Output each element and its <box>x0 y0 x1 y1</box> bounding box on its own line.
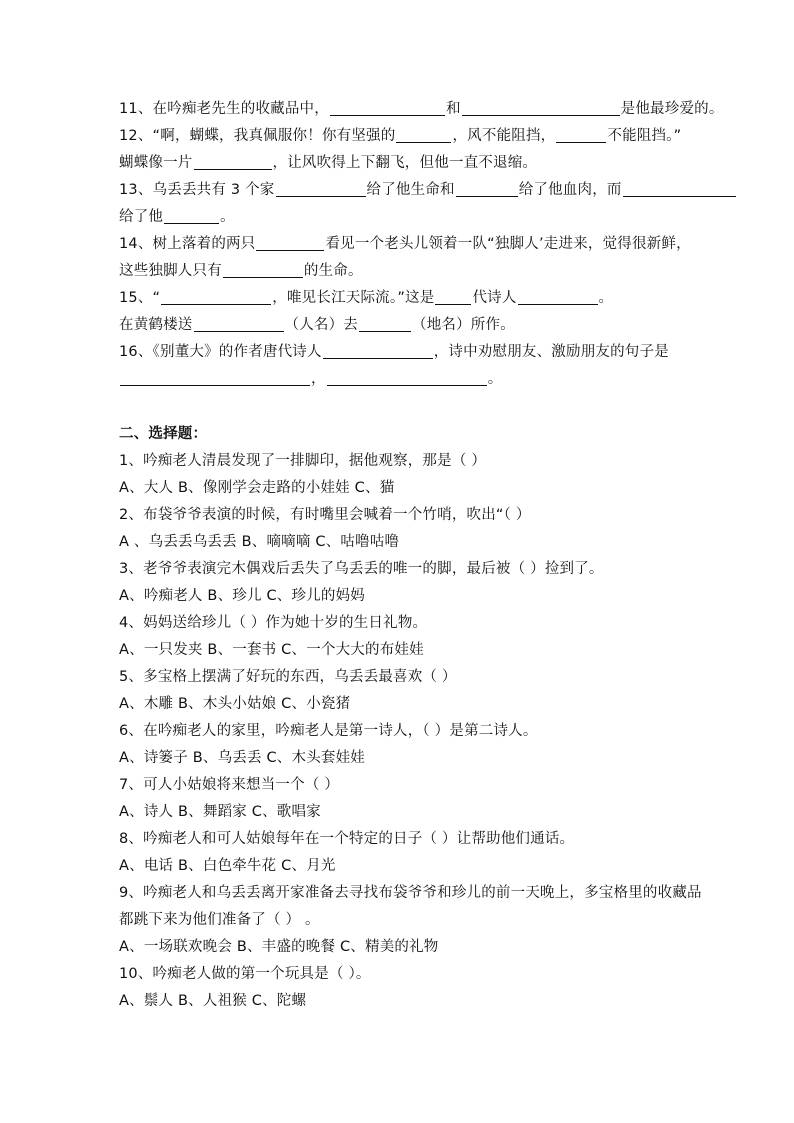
q14-text-b: 看见一个老头儿领着一队“独脚人’走进来，觉得很新鲜， <box>325 236 691 252</box>
choice-line: 5、多宝格上摆满了好玩的东西，乌丢丢最喜欢（ ） <box>119 669 457 685</box>
question-12 <box>119 124 784 148</box>
q15-blank-3[interactable] <box>518 288 598 305</box>
choice-line: A、一只发夹 B、一套书 C、一个大大的布娃娃 <box>119 642 424 658</box>
q15-2-text-a: 在黄鹤楼送 <box>119 317 193 333</box>
q13-blank-4[interactable] <box>164 207 219 224</box>
question-12-line-2 <box>119 151 784 175</box>
q15-text-d: 。 <box>598 290 614 306</box>
choice-line: 6、在吟痴老人的家里，吟痴老人是第一诗人，（ ）是第二诗人。 <box>119 723 538 739</box>
choice-line: A、吟痴老人 B、珍儿 C、珍儿的妈妈 <box>119 588 366 604</box>
q15-blank-2[interactable] <box>435 288 471 305</box>
question-14 <box>119 232 784 256</box>
choice-line: 7、可人小姑娘将来想当一个（ ） <box>119 777 340 793</box>
q14-2-text-b: 的生命。 <box>303 263 363 279</box>
q12-text-c: 不能阻挡。” <box>607 128 682 144</box>
q16-2-text-a: ， <box>311 371 326 387</box>
q16-2-text-b: 。 <box>487 371 503 387</box>
q11-blank-1[interactable] <box>330 99 445 116</box>
q11-text-b: 和 <box>445 101 461 117</box>
q13-blank-1[interactable] <box>276 180 366 197</box>
q15-blank-5[interactable] <box>359 315 411 332</box>
q13-2-text-a: 给了他 <box>119 209 164 225</box>
q16-blank-2[interactable] <box>120 369 310 386</box>
q13-text-a: 13、乌丢丢共有 3 个家 <box>119 182 275 198</box>
choice-line: 4、妈妈送给珍儿（ ）作为她十岁的生日礼物。 <box>119 615 428 631</box>
q15-blank-4[interactable] <box>194 315 284 332</box>
q15-text-b: ，唯见长江天际流。”这是 <box>272 290 435 306</box>
q12-2-text-b: ，让风吹得上下翻飞，但他一直不退缩。 <box>272 155 538 171</box>
q13-blank-2[interactable] <box>456 180 518 197</box>
choice-line: 都跳下来为他们准备了（ ） 。 <box>119 912 320 928</box>
choice-line: 8、吟痴老人和可人姑娘每年在一个特定的日子（ ）让帮助他们通话。 <box>119 831 575 847</box>
q16-blank-1[interactable] <box>323 342 433 359</box>
choice-line: A、木雕 B、木头小姑娘 C、小瓷猪 <box>119 696 351 712</box>
q11-text-c: 是他最珍爱的。 <box>620 101 724 117</box>
question-16 <box>119 340 784 364</box>
q12-text-a: 12、“啊，蝴蝶，我真佩服你！你有坚强的 <box>119 128 396 144</box>
q15-blank-1[interactable] <box>161 288 271 305</box>
q15-2-text-b: （人名）去 <box>284 317 358 333</box>
q14-text-a: 14、树上落着的两只 <box>119 236 256 252</box>
q11-text-a: 11、在吟痴老先生的收藏品中， <box>119 101 329 117</box>
choice-line: 3、老爷爷表演完木偶戏后丢失了乌丢丢的唯一的脚，最后被（ ）捡到了。 <box>119 561 604 577</box>
q16-text-a: 16、《别董大》的作者唐代诗人 <box>119 344 322 360</box>
q12-blank-3[interactable] <box>194 153 272 170</box>
choice-line: A、诗篓子 B、乌丢丢 C、木头套娃娃 <box>119 750 366 766</box>
q15-text-c: 代诗人 <box>472 290 517 306</box>
choice-line: A、鬃人 B、人祖猴 C、陀螺 <box>119 993 307 1009</box>
question-15-line-2 <box>119 313 784 337</box>
section-heading-choice: 二、选择题： <box>119 426 208 442</box>
q13-blank-3[interactable] <box>623 180 736 197</box>
choice-line: A 、乌丢丢乌丢丢 B、嘀嘀嘀 C、咕噜咕噜 <box>119 534 400 550</box>
question-11 <box>119 97 784 121</box>
q11-blank-2[interactable] <box>462 99 620 116</box>
choice-line: 1、吟痴老人清晨发现了一排脚印，据他观察，那是（ ） <box>119 453 487 469</box>
q12-2-text-a: 蝴蝶像一片 <box>119 155 193 171</box>
choice-line: 10、吟痴老人做的第一个玩具是（ ）。 <box>119 966 371 982</box>
q16-blank-3[interactable] <box>327 369 487 386</box>
choice-line: 2、布袋爷爷表演的时候，有时嘴里会喊着一个竹哨，吹出“（ ） <box>119 507 531 523</box>
q12-blank-1[interactable] <box>396 126 451 143</box>
q13-text-b: 给了他生命和 <box>366 182 455 198</box>
question-16-line-2 <box>119 367 784 391</box>
choice-line: A、大人 B、像刚学会走路的小娃娃 C、猫 <box>119 480 395 496</box>
q13-text-c: 给了他血肉，而 <box>518 182 622 198</box>
q12-blank-2[interactable] <box>556 126 606 143</box>
q14-blank-2[interactable] <box>223 261 303 278</box>
choice-line: A、电话 B、白色牵牛花 C、月光 <box>119 858 336 874</box>
q14-2-text-a: 这些独脚人只有 <box>119 263 222 279</box>
q12-text-b: ，风不能阻挡， <box>452 128 556 144</box>
question-13 <box>119 178 784 202</box>
q13-2-text-b: 。 <box>220 209 235 225</box>
q15-2-text-c: （地名）所作。 <box>412 317 515 333</box>
choice-line: 9、吟痴老人和乌丢丢离开家准备去寻找布袋爷爷和珍儿的前一天晚上，多宝格里的收藏品 <box>119 885 702 901</box>
q16-text-b: ，诗中劝慰朋友、激励朋友的句子是 <box>433 344 669 360</box>
question-13-line-2 <box>119 205 784 229</box>
question-15 <box>119 286 784 310</box>
choice-line: A、诗人 B、舞蹈家 C、歌唱家 <box>119 804 321 820</box>
choice-line: A、一场联欢晚会 B、丰盛的晚餐 C、精美的礼物 <box>119 939 439 955</box>
q15-text-a: 15、“ <box>119 290 161 306</box>
q14-blank-1[interactable] <box>256 234 324 251</box>
question-14-line-2 <box>119 259 784 283</box>
